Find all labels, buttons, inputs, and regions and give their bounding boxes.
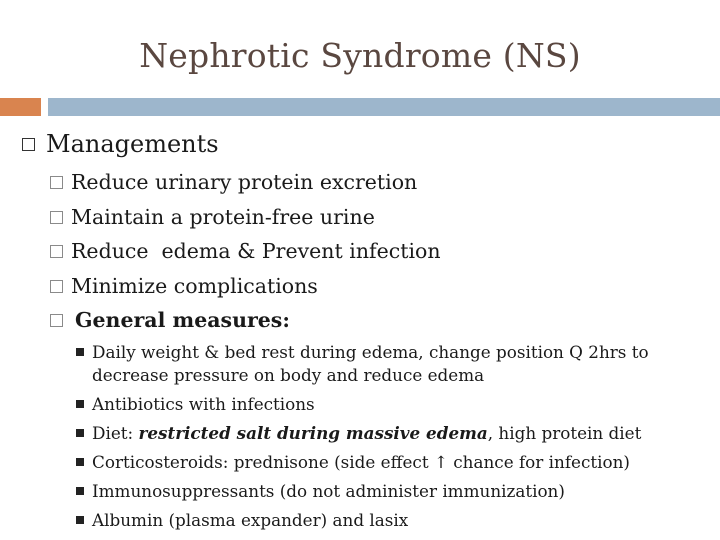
square-bullet-icon <box>50 245 63 258</box>
filled-square-bullet-icon <box>76 348 84 356</box>
slide-title: Nephrotic Syndrome (NS) <box>139 36 581 75</box>
heading-text: Managements <box>46 130 219 158</box>
subpoint-item: Maintain a protein-free urine <box>50 205 375 229</box>
filled-square-bullet-icon <box>76 487 84 495</box>
subpoint-general-measures: General measures: <box>50 308 290 332</box>
measure-item-diet: Diet: restricted salt during massive edema, high protein diet <box>76 422 682 445</box>
filled-square-bullet-icon <box>76 458 84 466</box>
subpoint-item: Reduce urinary protein excretion <box>50 170 417 194</box>
subpoint-item: Minimize complications <box>50 274 318 298</box>
filled-square-bullet-icon <box>76 400 84 408</box>
measure-item: Daily weight & bed rest during edema, change position Q 2hrs to decrease pressure on body and reduce edema <box>76 341 682 387</box>
filled-square-bullet-icon <box>76 516 84 524</box>
measure-item: Antibiotics with infections <box>76 393 682 416</box>
square-bullet-icon <box>50 176 63 189</box>
measure-item: Albumin (plasma expander) and lasix <box>76 509 682 532</box>
subpoint-item: Reduce edema & Prevent infection <box>50 239 441 263</box>
measure-item: Corticosteroids: prednisone (side effect ↑ chance for infection) <box>76 451 682 474</box>
square-bullet-icon <box>50 314 63 327</box>
square-bullet-icon <box>50 211 63 224</box>
accent-bar-blue <box>48 98 720 116</box>
measure-item: Immunosuppressants (do not administer immunization) <box>76 480 682 503</box>
square-bullet-icon <box>22 138 35 151</box>
diet-emphasis: restricted salt during massive edema <box>138 423 488 443</box>
heading-managements <box>22 130 219 158</box>
accent-bar-orange <box>0 98 41 116</box>
filled-square-bullet-icon <box>76 429 84 437</box>
square-bullet-icon <box>50 280 63 293</box>
